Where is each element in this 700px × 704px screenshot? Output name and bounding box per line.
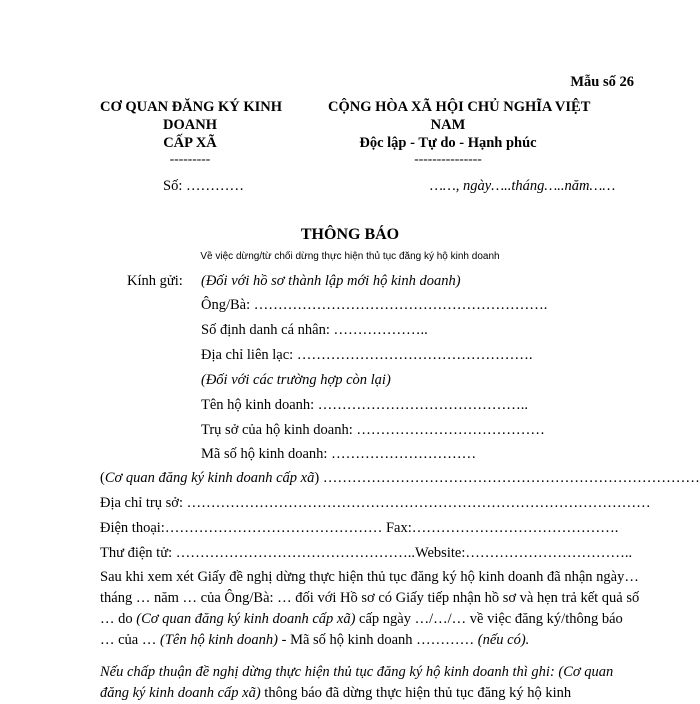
document-number: Số: ………… xyxy=(163,178,244,194)
agency-line-3: CẤP XÃ xyxy=(163,135,217,151)
nation-divider: --------------- xyxy=(414,151,482,166)
recipient-label: Kính gửi: xyxy=(127,273,183,289)
business-office-field: Trụ sở của hộ kinh doanh: ………………………………… xyxy=(201,422,545,438)
body-paragraph-1 xyxy=(100,567,640,651)
business-name-field: Tên hộ kinh doanh: …………………………………….. xyxy=(201,397,529,413)
agency-divider: --------- xyxy=(169,151,211,166)
agency-line-1: CƠ QUAN ĐĂNG KÝ KINH xyxy=(100,99,283,115)
nation-line-1: CỘNG HÒA XÃ HỘI CHỦ NGHĨA VIỆT xyxy=(328,99,591,115)
nation-motto: Độc lập - Tự do - Hạnh phúc xyxy=(359,135,537,151)
body-p1-business: (Tên hộ kinh doanh) xyxy=(160,632,278,648)
recipient-case-other: (Đối với các trường hợp còn lại) xyxy=(201,372,391,388)
form-number: Mẫu số 26 xyxy=(570,74,634,90)
recipient-name-field: Ông/Bà: ……………………………………………………. xyxy=(201,297,548,313)
agency-header xyxy=(100,98,283,166)
agency-email-website-line: Thư điện tử: …………………………………………..Website:…………………………….. xyxy=(100,545,633,561)
body-p1-text-b: cấp ngày …/…/… về việc đăng ký/thông báo … của … xyxy=(100,611,623,648)
issuing-agency-dots: …………………………………………………………………… xyxy=(322,470,700,486)
agency-address-line: Địa chỉ trụ sở: …………………………………………………………………………………… xyxy=(100,495,651,511)
page-title: THÔNG BÁO xyxy=(300,226,400,243)
business-code-field: Mã số hộ kinh doanh: ………………………… xyxy=(201,446,477,462)
recipient-case-new: (Đối với hồ sơ thành lập mới hộ kinh doanh) xyxy=(201,273,461,289)
page-subtitle: Về việc dừng/từ chối dừng thực hiện thủ tục đăng ký hộ kinh doanh xyxy=(200,251,500,262)
date-line: ……, ngày…..tháng…..năm…… xyxy=(430,178,616,194)
body-paragraph-2 xyxy=(100,662,640,704)
recipient-address-field: Địa chỉ liên lạc: …………………………………………. xyxy=(201,347,533,363)
body-p1-text-c: - Mã số hộ kinh doanh ………… xyxy=(278,632,475,648)
nation-line-2: NAM xyxy=(430,117,466,133)
issuing-agency-name: Cơ quan đăng ký kinh doanh cấp xã xyxy=(104,470,315,486)
recipient-id-field: Số định danh cá nhân: ……………….. xyxy=(201,322,428,338)
issuing-agency-line: (Cơ quan đăng ký kinh doanh cấp xã) …………………………………………………………………… xyxy=(100,470,700,486)
body-p2-italic: Nếu chấp thuận đề nghị dừng thực hiện thủ tục đăng ký hộ kinh doanh thì ghi: (Cơ quan đăng ký kinh doanh cấp xã) xyxy=(100,664,614,701)
body-p1-text-a: Sau khi xem xét Giấy đề nghị dừng thực hiện thủ tục đăng ký hộ kinh doanh đã nhận ngày… tháng … năm … của Ông/Bà: … đối với Hồ sơ có Giấy tiếp nhận hồ sơ và hẹn trả kết quả số … do xyxy=(100,569,640,627)
national-header xyxy=(328,98,591,166)
body-p2-text: thông báo đã dừng thực hiện thủ tục đăng ký hộ kinh xyxy=(260,685,572,701)
body-p1-agency: (Cơ quan đăng ký kinh doanh cấp xã) xyxy=(136,611,356,627)
agency-phone-fax-line: Điện thoại:……………………………………… Fax:……………………………………. xyxy=(100,520,619,536)
agency-line-2: DOANH xyxy=(163,117,217,133)
body-p1-note: (nếu có). xyxy=(477,632,530,648)
